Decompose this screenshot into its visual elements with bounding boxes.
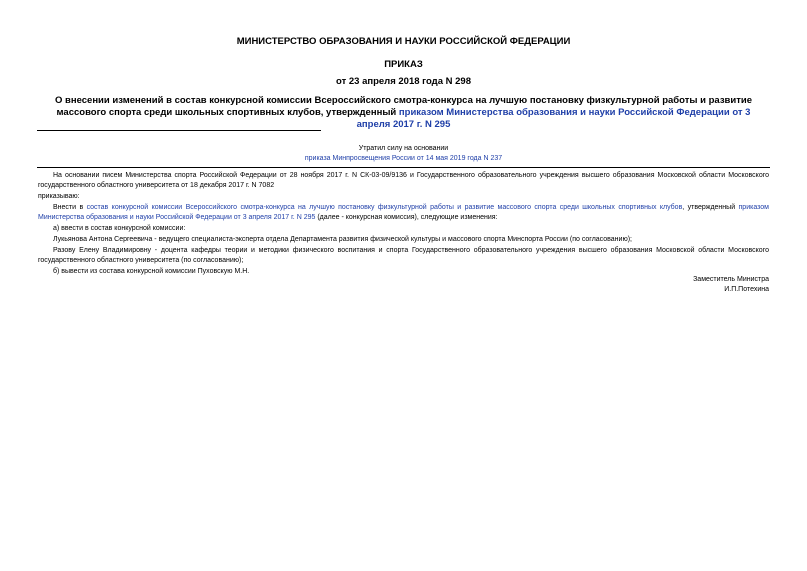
ministry-heading: МИНИСТЕРСТВО ОБРАЗОВАНИЯ И НАУКИ РОССИЙСКОЙ ФЕДЕРАЦИИ	[236, 36, 571, 47]
order-text-pre: Внести в	[53, 204, 87, 211]
lost-force-text: Утратил силу на основании	[358, 145, 449, 152]
item-a: а) ввести в состав конкурсной комиссии:	[53, 225, 186, 232]
status-divider	[37, 167, 770, 168]
member-razova: Разову Елену Владимировну - доцента кафедры теории и методики физического воспитания и спорта Государственного образовательного учреждения высшего образования Московской области Московского государственного областного университета (по согласованию);	[38, 247, 769, 264]
signatory-position: Заместитель Министра	[693, 276, 769, 283]
signatory-name: И.П.Потехина	[724, 286, 769, 293]
title-order-link[interactable]: приказом Министерства образования и науки Российской Федерации от 3 апреля 2017 г. N 295	[356, 107, 751, 130]
lost-force-link[interactable]: приказа Минпросвещения России от 14 мая 2019 года N 237	[304, 155, 503, 162]
title-divider	[37, 130, 321, 131]
signature-block	[693, 275, 769, 295]
commission-composition-link[interactable]: состав конкурсной комиссии Всероссийского смотра-конкурса на лучшую постановку физкультурной работы и развитие массового спорта среди школьных спортивных клубов	[86, 204, 683, 211]
order-text-post: (далее - конкурсная комиссия), следующие изменения:	[315, 214, 498, 221]
ministry-order-link[interactable]: приказом Министерства образования и науки Российской Федерации от 3 апреля 2017 г. N 295	[38, 204, 769, 221]
lost-force-note	[0, 144, 807, 164]
document-body	[38, 171, 769, 278]
order-text-mid: , утвержденный	[682, 204, 739, 211]
member-lukyanov: Лукьянова Антона Сергеевича - ведущего специалиста-эксперта отдела Департамента развития физической культуры и массового спорта Минспорта России (по согласованию);	[53, 236, 632, 243]
order-paragraph	[38, 203, 769, 223]
basis-paragraph: На основании писем Министерства спорта Российской Федерации от 28 ноября 2017 г. N СК-03-09/9136 и Государственного образовательного учреждения высшего образования Московской области Московского государственного областного университета от 18 декабря 2017 г. N 7082	[38, 172, 769, 189]
item-b: б) вывести из состава конкурсной комиссии Пуховскую М.Н.	[53, 268, 250, 275]
document-title	[40, 95, 767, 131]
document-date-number: от 23 апреля 2018 года N 298	[336, 76, 471, 87]
title-text: О внесении изменений в состав конкурсной комиссии Всероссийского смотра-конкурса на лучшую постановку физкультурной работы и развитие массового спорта среди школьных спортивных клубов, утвержденный	[54, 95, 752, 118]
order-word: приказываю:	[38, 193, 80, 200]
document-type: ПРИКАЗ	[384, 59, 423, 70]
